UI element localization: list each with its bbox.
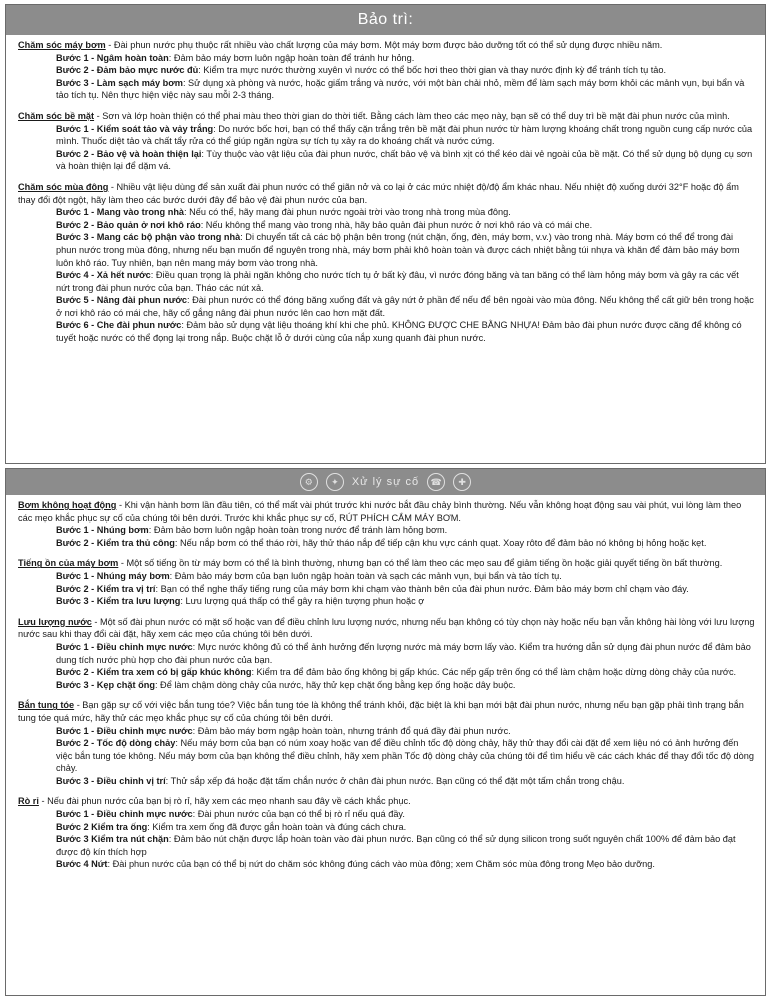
- step-text: : Di chuyển tất cả các bộ phận bên trong (nút chặn, ống, đèn, máy bơm, v.v.) vào trong nhà. Máy bơm có thể để trong đài phun nước trong mùa đông, nhưng nếu bạn muốn để nguyên trong nhà, máy bơm phải khô hoàn toàn và được cách nhiệt bằng túi nhựa và khăn để đảm bảo máy bơm luôn khô ráo. Tuy nhiên, bạn nên mang máy bơm vào trong nhà.: [56, 232, 740, 268]
- step-text: : Tùy thuộc vào vật liệu của đài phun nước, chất bảo vệ và bình xịt có thể kéo dài vẻ ngoài của bề mặt. Có thể sử dụng bộ dụng cụ sơn và hoàn thiện lại để dặm vá.: [56, 148, 753, 172]
- step-label: Bước 1 - Kiểm soát tảo và vảy trắng: [56, 123, 214, 134]
- section-intro: [18, 39, 755, 52]
- section-title: Bắn tung tóe: [18, 700, 75, 711]
- section-ro-ri: [18, 795, 755, 871]
- step-text: : Đài phun nước của bạn có thể bị rò rỉ nếu quá đầy.: [192, 809, 405, 820]
- step-item: [18, 666, 755, 679]
- section-intro: [18, 110, 755, 123]
- step-text: : Đảm bảo máy bơm của bạn luôn ngập hoàn toàn và sạch các mảnh vụn, bụi bẩn và tảo tích tụ.: [169, 570, 562, 581]
- step-label: Bước 1 - Điều chỉnh mực nước: [56, 725, 193, 736]
- step-text: : Đảm bảo nút chặn được lắp hoàn toàn vào đài phun nước. Bạn cũng có thể sử dụng silicon trong suốt nguyên chất 100% để đảm bảo đạt được độ kín thích hợp: [56, 834, 736, 857]
- step-label: Bước 1 - Điều chỉnh mực nước: [56, 641, 193, 652]
- step-item: [18, 206, 755, 219]
- step-item: [18, 570, 755, 583]
- section-intro: [18, 616, 755, 641]
- step-label: Bước 2 - Bảo quản ở nơi khô ráo: [56, 219, 201, 230]
- section-intro-text: - Một số tiếng ồn từ máy bơm có thể là bình thường, nhưng bạn có thể làm theo các mẹo sau để giảm tiếng ồn hoặc giải quyết tiếng ồn bất thường.: [118, 558, 723, 569]
- step-text: : Bạn có thể nghe thấy tiếng rung của máy bơm khi chạm vào thành bên của đài phun nước. Đảm bảo máy bơm chỉ chạm vào đáy.: [155, 583, 689, 594]
- maintenance-content: [6, 35, 765, 345]
- step-item: [18, 64, 755, 77]
- step-text: : Kiểm tra để đảm bảo ống không bị gấp khúc. Các nếp gấp trên ống có thể làm chậm hoặc dừng dòng chảy của nước.: [251, 667, 737, 678]
- step-text: : Đảm bảo máy bơm ngập hoàn toàn, nhưng tránh đổ quá đầy đài phun nước.: [192, 725, 511, 736]
- section-cham-soc-mua-dong: [18, 181, 755, 345]
- section-tieng-on-cua-may-bom: [18, 557, 755, 607]
- step-text: : Đảm bảo bơm luôn ngập hoàn toàn trong nước để tránh làm hỏng bơm.: [148, 525, 448, 536]
- section-intro-text: - Đài phun nước phụ thuộc rất nhiều vào chất lượng của máy bơm. Một máy bơm được bảo dưỡng tốt có thể sử dụng được nhiều năm.: [105, 40, 663, 50]
- step-item: [18, 294, 755, 319]
- section-title: Tiếng ồn của máy bơm: [18, 558, 119, 569]
- section-intro: [18, 557, 755, 570]
- troubleshooting-banner: [6, 469, 765, 495]
- step-text: : Do nước bốc hơi, bạn có thể thấy cặn trắng trên bề mặt đài phun nước từ hàm lượng khoáng chất trong nguồn cung cấp nước của mình. Thuốc diệt tảo và chất tẩy rửa có thể giúp ngăn ngừa sự tích tụ xảy ra do khoáng chất và nước cứng.: [56, 123, 753, 147]
- section-intro: [18, 181, 755, 206]
- step-text: : Lưu lượng quá thấp có thể gây ra hiện tượng phun hoặc ợ: [180, 596, 425, 607]
- step-item: [18, 537, 755, 550]
- step-label: Bước 2 - Đảm bảo mực nước đủ: [56, 65, 199, 76]
- section-intro: [18, 795, 755, 808]
- step-label: Bước 5 - Nâng đài phun nước: [56, 295, 188, 306]
- step-label: Bước 4 Nứt: [56, 859, 108, 870]
- step-item: [18, 775, 755, 788]
- section-intro-text: - Khi vận hành bơm lần đầu tiên, có thể mất vài phút trước khi nước bắt đầu chảy bình thường. Nếu vẫn không hoạt động sau vài phút, vui lòng làm theo các mẹo khắc phục sự cố của chúng tôi bên dưới. Trước khi khắc phục sự cố, RÚT PHÍCH CẮM MÁY BƠM.: [18, 500, 742, 523]
- section-title: Chăm sóc mùa đông: [18, 181, 109, 192]
- step-text: : Kiểm tra mực nước thường xuyên vì nước có thể bốc hơi theo thời gian và thay nước định kỳ để tránh tích tụ tảo.: [198, 65, 667, 76]
- step-item: [18, 679, 755, 692]
- step-text: : Điều quan trọng là phải ngăn không cho nước tích tụ ở bất kỳ đâu, vì nước đóng băng và tan băng có thể làm hỏng máy bơm và gây ra các vết nứt trong đài phun nước của bạn. Tháo các nút xả.: [56, 270, 739, 293]
- step-label: Bước 1 - Mang vào trong nhà: [56, 207, 185, 218]
- section-luu-luong-nuoc: [18, 616, 755, 692]
- section-cham-soc-be-mat: [18, 110, 755, 173]
- step-label: Bước 1 - Nhúng bơm: [56, 525, 149, 536]
- section-title: Chăm sóc bề mặt: [18, 110, 95, 121]
- step-label: Bước 3 - Điều chỉnh vị trí: [56, 775, 166, 786]
- step-label: Bước 6 - Che đài phun nước: [56, 320, 182, 331]
- step-item: [18, 319, 755, 344]
- step-item: [18, 269, 755, 294]
- step-text: : Thử sắp xếp đá hoặc đặt tấm chắn nước ở chân đài phun nước. Bạn cũng có thể đặt một tấm chắn trong chậu.: [165, 775, 625, 786]
- step-text: : Mực nước không đủ có thể ảnh hưởng đến lượng nước mà máy bơm lấy vào. Kiểm tra hướng dẫn sử dụng đài phun nước để đảm bảo dung tích nước phù hợp cho đài phun nước của bạn.: [56, 641, 751, 665]
- step-label: Bước 1 - Nhúng máy bơm: [56, 570, 170, 581]
- troubleshooting-content: [6, 495, 765, 871]
- sparkle-icon: ✦: [326, 473, 344, 491]
- step-label: Bước 3 - Kẹp chặt ống: [56, 679, 155, 690]
- section-intro-text: - Bạn gặp sự cố với việc bắn tung tóe? Việc bắn tung tóe là không thể tránh khỏi, đặc biệt là khi bạn mới bật đài phun nước, nhưng nếu bạn gặp phải tình trạng bắn tung tóe quá mức, hãy thử các mẹo khắc phục sự cố của chúng tôi bên dưới.: [18, 700, 744, 723]
- section-cham-soc-may-bom: [18, 39, 755, 102]
- step-label: Bước 2 Kiểm tra ống: [56, 821, 148, 832]
- phone-icon: ☎: [427, 473, 445, 491]
- section-intro: [18, 699, 755, 724]
- step-item: [18, 595, 755, 608]
- step-item: [18, 77, 755, 102]
- step-label: Bước 2 - Bảo vệ và hoàn thiện lại: [56, 148, 202, 159]
- step-label: Bước 2 - Tốc độ dòng chảy: [56, 738, 176, 749]
- step-text: : Để làm chậm dòng chảy của nước, hãy thử kẹp chặt ống bằng kẹp ống hoặc dây buộc.: [154, 679, 516, 690]
- troubleshooting-logo-text: Xử lý sự cố: [351, 475, 420, 488]
- step-text: : Nếu không thể mang vào trong nhà, hãy bảo quản đài phun nước ở nơi khô ráo và có mái che.: [200, 219, 593, 230]
- step-item: [18, 583, 755, 596]
- step-label: Bước 3 - Mang các bộ phận vào trong nhà: [56, 232, 241, 243]
- step-label: Bước 2 - Kiểm tra thủ công: [56, 537, 175, 548]
- section-title: Lưu lượng nước: [18, 616, 92, 627]
- step-label: Bước 3 - Làm sạch máy bơm: [56, 77, 183, 88]
- plus-icon: ✚: [453, 473, 471, 491]
- section-title: Bơm không hoạt động: [18, 500, 117, 510]
- gear-icon: ⚙: [300, 473, 318, 491]
- step-label: Bước 3 - Kiểm tra lưu lượng: [56, 596, 181, 607]
- step-text: : Đài phun nước của bạn có thể bị nứt do chăm sóc không đúng cách vào mùa đông; xem Chăm sóc mùa đông trong Mẹo bảo dưỡng.: [107, 859, 655, 870]
- maintenance-panel: [5, 4, 766, 464]
- step-label: Bước 3 Kiểm tra nút chặn: [56, 834, 169, 845]
- step-label: Bước 1 - Điều chỉnh mực nước: [56, 809, 193, 820]
- step-text: : Sử dụng xà phòng và nước, hoặc giấm trắng và nước, với một bàn chải nhỏ, mềm để làm sạch máy bơm khỏi các mảnh vụn, bụi bẩn và tảo tích tụ. Nên thực hiện việc này sau mỗi 2-3 tháng.: [56, 77, 745, 101]
- step-text: : Nếu máy bơm của bạn có núm xoay hoặc van để điều chỉnh tốc độ dòng chảy, hãy thử thay đổi cài đặt để xem liệu nó có ảnh hưởng đến việc bắn tung tóe không. Nếu máy bơm của bạn không thể điều chỉnh, hãy xem phần Tốc độ dòng chảy của chúng tôi để tìm hiểu về các cách khác để thay đổi tốc độ dòng chảy.: [56, 738, 754, 774]
- step-item: [18, 524, 755, 537]
- troubleshooting-panel: [5, 468, 766, 996]
- step-item: [18, 858, 755, 871]
- section-ban-tung-toe: [18, 699, 755, 787]
- step-item: [18, 641, 755, 666]
- step-text: : Nếu nắp bơm có thể tháo rời, hãy thử tháo nắp để tiếp cận khu vực cánh quạt. Xoay rôto để đảm bảo nó không bị hỏng hoặc kẹt.: [174, 537, 707, 548]
- section-intro-text: - Nhiều vật liệu dùng để sản xuất đài phun nước có thể giãn nở và co lại ở các mức nhiệt độ/độ ẩm khác nhau. Nếu nhiệt độ xuống dưới 32°F hoặc độ ẩm thay đổi đột ngột, hãy làm theo các bước dưới đây để bảo vệ đài phun nước của bạn.: [18, 181, 739, 205]
- step-label: Bước 1 - Ngâm hoàn toàn: [56, 52, 169, 63]
- step-label: Bước 2 - Kiểm tra vị trí: [56, 583, 156, 594]
- step-text: : Nếu có thể, hãy mang đài phun nước ngoài trời vào trong nhà trong mùa đông.: [184, 207, 511, 218]
- section-intro: [18, 499, 755, 524]
- section-title: Chăm sóc máy bơm: [18, 40, 106, 50]
- section-bom-khong-hoat-dong: [18, 499, 755, 549]
- step-item: [18, 52, 755, 65]
- step-item: [18, 231, 755, 269]
- section-intro-text: - Sơn và lớp hoàn thiện có thể phai màu theo thời gian do thời tiết. Bằng cách làm theo các mẹo này, bạn sẽ có thể duy trì bề mặt đài phun nước của mình.: [94, 110, 730, 121]
- step-text: : Đài phun nước có thể đóng băng xuống đất và gây nứt ở phần đế nếu để bên ngoài vào mùa đông. Nếu không thể cất giữ bên trong hoặc ở nơi khô ráo có mái che, hãy cố gắng nâng đài phun nước lên cao hơn mặt đất.: [56, 295, 754, 318]
- step-item: [18, 123, 755, 148]
- step-item: [18, 737, 755, 775]
- section-title: Rò rỉ: [18, 796, 39, 807]
- step-item: [18, 808, 755, 821]
- step-item: [18, 821, 755, 834]
- step-label: Bước 4 - Xả hết nước: [56, 270, 151, 281]
- maintenance-banner: Bảo trì:: [6, 5, 765, 35]
- step-label: Bước 2 - Kiểm tra xem có bị gấp khúc không: [56, 667, 252, 678]
- step-text: : Đảm bảo sử dụng vật liệu thoáng khí khi che phủ. KHÔNG ĐƯỢC CHE BẰNG NHỰA! Đảm bảo đài phun nước được căng để không có tuyết hoặc nước có thể đọng lại trong nắp. Buộc chặt lỗ ở dưới cùng của nắp xung quanh đài phun nước.: [56, 320, 742, 344]
- step-text: : Đảm bảo máy bơm luôn ngập hoàn toàn để tránh hư hỏng.: [168, 52, 415, 63]
- step-item: [18, 725, 755, 738]
- step-item: [18, 219, 755, 232]
- step-item: [18, 833, 755, 858]
- section-intro-text: - Một số đài phun nước có mặt số hoặc van để điều chỉnh lưu lượng nước, nhưng nếu bạn không có tùy chọn này hoặc nếu bạn vẫn không hài lòng với lưu lượng nước sau khi thay đổi cài đặt, hãy xem các mẹo của chúng tôi bên dưới.: [18, 616, 755, 640]
- step-text: : Kiểm tra xem ống đã được gắn hoàn toàn và đúng cách chưa.: [147, 821, 407, 832]
- step-item: [18, 148, 755, 173]
- section-intro-text: - Nếu đài phun nước của bạn bị rò rỉ, hãy xem các mẹo nhanh sau đây về cách khắc phục.: [38, 796, 411, 807]
